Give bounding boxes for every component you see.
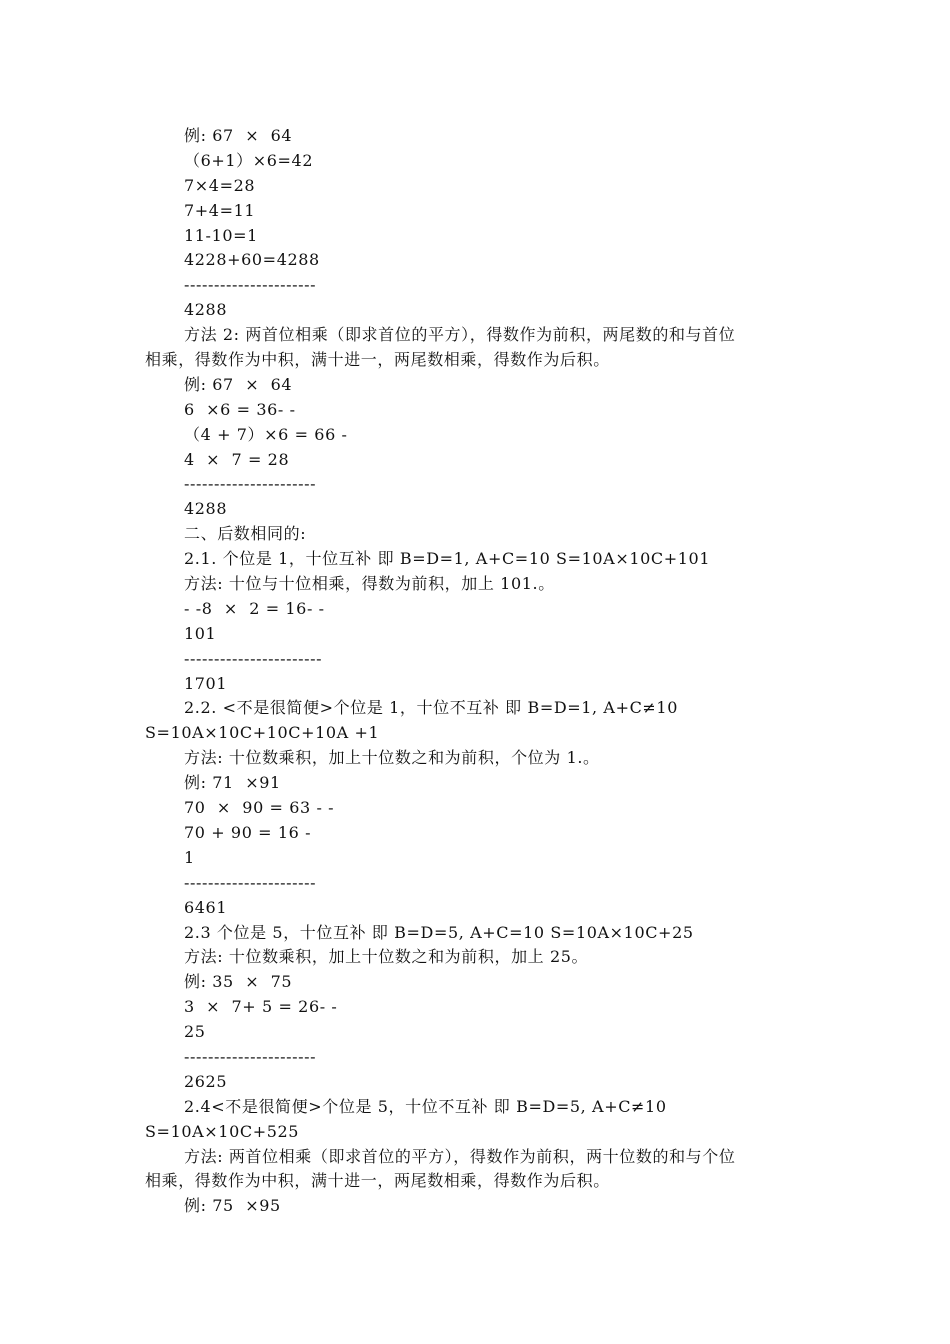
text-line: ----------------------- (184, 648, 323, 668)
text-line: 6 ×6 = 36- - (184, 399, 296, 419)
text-line: 相乘，得数作为中积，满十进一，两尾数相乘，得数作为后积。 (145, 1171, 610, 1191)
text-line: 2.3 个位是 5，十位互补 即 B=D=5, A+C=10 S=10A×10C+25 (184, 922, 694, 942)
text-line: 2625 (184, 1071, 228, 1091)
text-line: ---------------------- (184, 1046, 317, 1066)
text-line: 70 + 90 = 16 - (184, 822, 312, 842)
text-line: 例: 75 ×95 (184, 1196, 281, 1216)
text-line: 11-10=1 (184, 225, 258, 245)
text-line: （4 + 7）×6 = 66 - (184, 424, 348, 444)
text-line: ---------------------- (184, 275, 317, 295)
text-line: 4228+60=4288 (184, 250, 320, 270)
text-line: ---------------------- (184, 474, 317, 494)
text-line: 6461 (184, 897, 228, 917)
text-line: 2.2. <不是很简便>个位是 1，十位不互补 即 B=D=1, A+C≠10 (184, 698, 678, 718)
text-line: 二、后数相同的: (184, 524, 307, 544)
text-line: 方法: 两首位相乘（即求首位的平方），得数作为前积，两十位数的和与个位 (184, 1146, 736, 1166)
text-line: 方法: 十位与十位相乘，得数为前积，加上 101.。 (184, 574, 555, 594)
text-line: 2.1. 个位是 1，十位互补 即 B=D=1, A+C=10 S=10A×10C+101 (184, 549, 711, 569)
text-line: 3 × 7+ 5 = 26- - (184, 997, 338, 1017)
text-line: 4288 (184, 300, 228, 320)
text-line: 相乘，得数作为中积，满十进一，两尾数相乘，得数作为后积。 (145, 350, 610, 370)
text-line: 7+4=11 (184, 200, 256, 220)
text-line: 2.4<不是很简便>个位是 5，十位不互补 即 B=D=5, A+C≠10 (184, 1096, 667, 1116)
text-line: 方法: 十位数乘积，加上十位数之和为前积，个位为 1.。 (184, 748, 600, 768)
text-line: 4 × 7 = 28 (184, 449, 290, 469)
text-line: 1 (184, 847, 195, 867)
text-line: 例: 35 × 75 (184, 972, 293, 992)
text-line: 25 (184, 1022, 206, 1042)
text-line: 7×4=28 (184, 175, 256, 195)
text-line: （6+1）×6=42 (184, 150, 314, 170)
text-line: 例: 71 ×91 (184, 773, 281, 793)
text-line: S=10A×10C+525 (145, 1121, 300, 1141)
text-line: 方法 2: 两首位相乘（即求首位的平方），得数作为前积，两尾数的和与首位 (184, 325, 736, 345)
text-line: 70 × 90 = 63 - - (184, 798, 335, 818)
text-line: 101 (184, 623, 217, 643)
text-line: 方法: 十位数乘积，加上十位数之和为前积，加上 25。 (184, 947, 589, 967)
text-line: 4288 (184, 499, 228, 519)
text-line: 例: 67 × 64 (184, 126, 293, 145)
text-line: ---------------------- (184, 872, 317, 892)
text-line: - -8 × 2 = 16- - (184, 598, 325, 618)
text-line: 例: 67 × 64 (184, 374, 293, 394)
document-body (0, 124, 950, 1219)
text-line: S=10A×10C+10C+10A +1 (145, 723, 380, 743)
text-line: 1701 (184, 673, 228, 693)
